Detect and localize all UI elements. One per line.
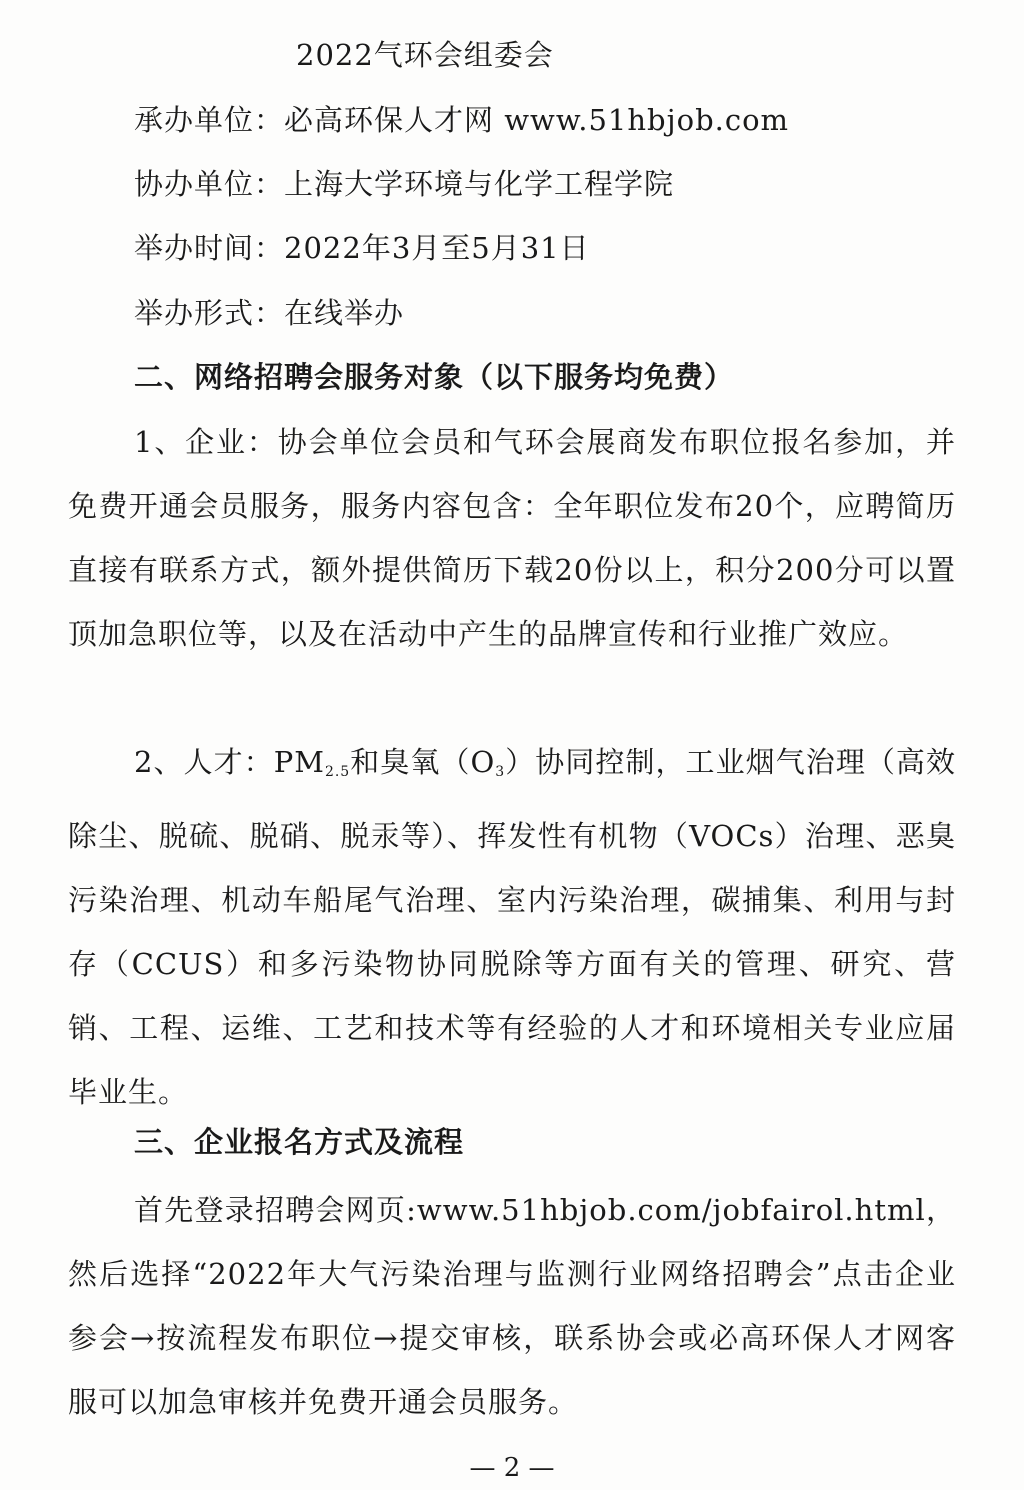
co-host-row <box>134 164 674 204</box>
page-number: — 2 — <box>469 1453 555 1483</box>
form-row <box>134 293 404 333</box>
host-row <box>134 100 789 140</box>
co-host-label: 协办单位： <box>134 167 285 201</box>
form-label: 举办形式： <box>134 296 285 330</box>
section2-item2 <box>68 730 956 1124</box>
host-label: 承办单位： <box>134 103 285 137</box>
section2-heading: 二、网络招聘会服务对象（以下服务均免费） <box>134 360 735 394</box>
item2-sub2: 3 <box>495 764 506 780</box>
item2-post: ）协同控制，工业烟气治理（高效除尘、脱硫、脱硝、脱汞等）、挥发性有机物（VOCs）治理、恶臭污染治理、机动车船尾气治理、室内污染治理，碳捕集、利用与封存（CCUS）和多污染物协同脱除等方面有关的管理、研究、营销、工程、运维、工艺和技术等有经验的人才和环境相关专业应届毕业生。 <box>68 745 956 1109</box>
item2-pre: 2、人才：PM <box>134 745 325 779</box>
item2-sub1: 2.5 <box>324 764 351 780</box>
form-value: 在线举办 <box>284 296 405 330</box>
section3-body: 首先登录招聘会网页:www.51hbjob.com/jobfairol.html，然后选择“2022年大气污染治理与监测行业网络招聘会”点击企业参会→按流程发布职位→提交审核，联系协会或必高环保人才网客服可以加急审核并免费开通会员服务。 <box>68 1193 956 1419</box>
item2-mid: 和臭氧（O <box>350 745 496 779</box>
time-value: 2022年3月至5月31日 <box>284 231 590 265</box>
section2-item1: 1、企业：协会单位会员和气环会展商发布职位报名参加，并免费开通会员服务，服务内容包含：全年职位发布20个，应聘简历直接有联系方式，额外提供简历下载20份以上，积分200分可以置顶加急职位等，以及在活动中产生的品牌宣传和行业推广效应。 <box>68 425 956 651</box>
organizer-line: 2022气环会组委会 <box>296 38 554 72</box>
time-row <box>134 228 590 268</box>
co-host-value: 上海大学环境与化学工程学院 <box>284 167 675 201</box>
host-value: 必高环保人才网 www.51hbjob.com <box>284 103 790 137</box>
time-label: 举办时间： <box>134 231 285 265</box>
section3-heading: 三、企业报名方式及流程 <box>134 1125 465 1159</box>
